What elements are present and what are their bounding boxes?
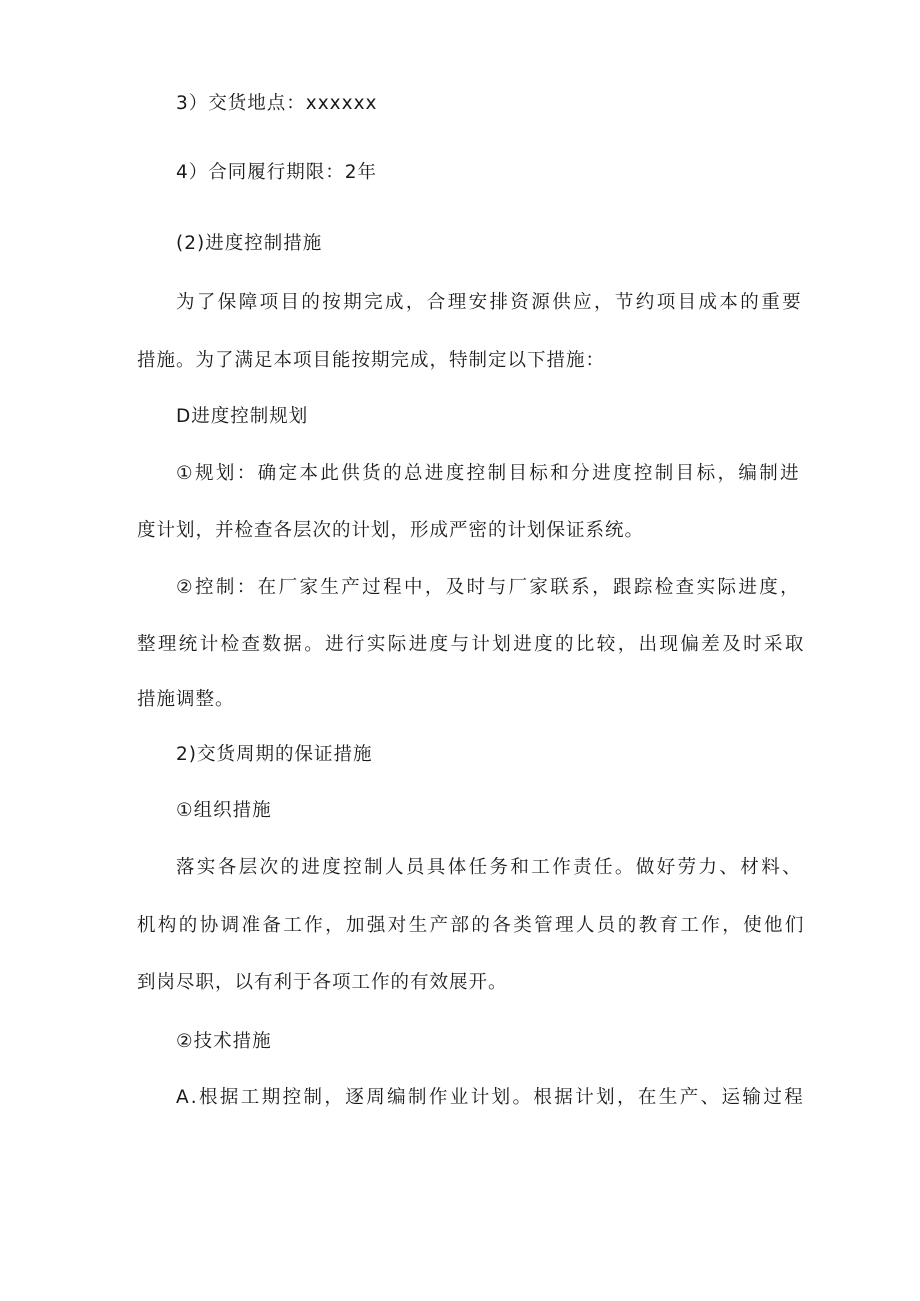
subheading-technical-measures: ②技术措施 [176,1031,272,1052]
paragraph-line: 落实各层次的进度控制人员具体任务和工作责任。做好劳力、材料、 [176,857,804,878]
paragraph-line: 机构的协调准备工作，加强对生产部的各类管理人员的教育工作，使他们 [137,915,806,936]
paragraph-line: 为了保障项目的按期完成，合理安排资源供应，节约项目成本的重要 [176,292,804,313]
paragraph-line: ②控制：在厂家生产过程中，及时与厂家联系，跟踪检查实际进度， [176,577,802,598]
contract-term-line: 4）合同履行期限：2年 [176,162,378,183]
paragraph-line: 整理统计检查数据。进行实际进度与计划进度的比较，出现偏差及时采取 [137,634,806,655]
subheading-organization-measures: ①组织措施 [176,800,272,821]
paragraph-line: 度计划，并检查各层次的计划，形成严密的计划保证系统。 [137,520,645,541]
paragraph-line: A.根据工期控制，逐周编制作业计划。根据计划，在生产、运输过程 [176,1087,806,1108]
paragraph-line: 措施调整。 [137,689,235,710]
section-heading-progress-control: (2)进度控制措施 [176,233,323,254]
paragraph-line: 措施。为了满足本项目能按期完成，特制定以下措施： [137,350,606,371]
section-heading-delivery-cycle: 2)交货周期的保证措施 [176,744,373,765]
paragraph-line: 到岗尽职，以有利于各项工作的有效展开。 [137,972,508,993]
delivery-location-line: 3）交货地点：xxxxxx [176,93,378,114]
subheading-progress-plan: D进度控制规划 [176,406,309,427]
paragraph-line: ①规划：确定本此供货的总进度控制目标和分进度控制目标，编制进 [176,463,802,484]
